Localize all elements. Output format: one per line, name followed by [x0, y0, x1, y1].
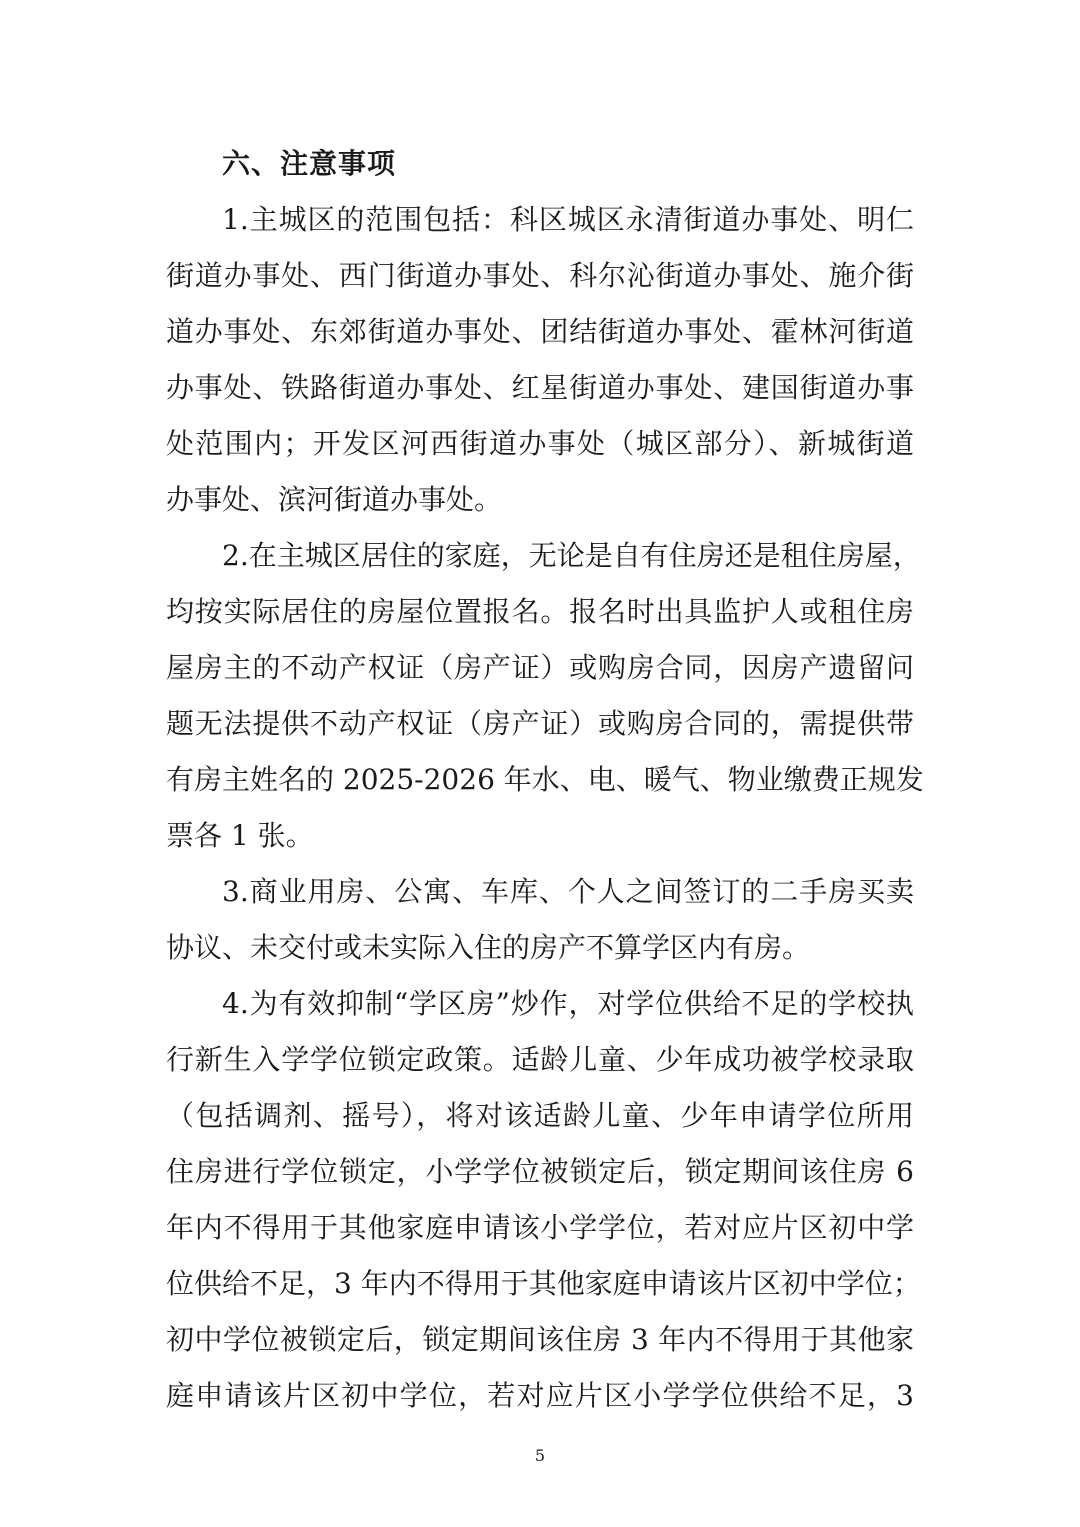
- page-number: 5: [534, 1446, 546, 1465]
- section-heading: 六、注意事项: [222, 147, 397, 180]
- paragraph-4-line-4: 住房进行学位锁定，小学学位被锁定后，锁定期间该住房 6: [166, 1155, 914, 1188]
- paragraph-4-line-1: 4.为有效抑制“学区房”炒作，对学位供给不足的学校执: [222, 987, 914, 1020]
- paragraph-1-line-2: 街道办事处、西门街道办事处、科尔沁街道办事处、施介街: [166, 259, 914, 292]
- paragraph-2-line-2: 均按实际居住的房屋位置报名。报名时出具监护人或租住房: [166, 595, 914, 628]
- paragraph-2-line-1: 2.在主城区居住的家庭，无论是自有住房还是租住房屋，: [222, 539, 921, 572]
- paragraph-1-line-5: 处范围内；开发区河西街道办事处（城区部分）、新城街道: [166, 427, 914, 460]
- paragraph-4-line-6: 位供给不足，3 年内不得用于其他家庭申请该片区初中学位；: [166, 1267, 921, 1300]
- paragraph-4-line-2: 行新生入学学位锁定政策。适龄儿童、少年成功被学校录取: [166, 1043, 914, 1076]
- paragraph-2-line-5: 有房主姓名的 2025-2026 年水、电、暖气、物业缴费正规发: [166, 763, 924, 796]
- paragraph-1-line-4: 办事处、铁路街道办事处、红星街道办事处、建国街道办事: [166, 371, 914, 404]
- paragraph-1-line-3: 道办事处、东郊街道办事处、团结街道办事处、霍林河街道: [166, 315, 914, 348]
- paragraph-1-line-1: 1.主城区的范围包括：科区城区永清街道办事处、明仁: [222, 203, 914, 236]
- paragraph-4-line-8: 庭申请该片区初中学位，若对应片区小学学位供给不足，3: [166, 1379, 914, 1412]
- paragraph-1-line-6: 办事处、滨河街道办事处。: [166, 483, 503, 516]
- paragraph-3-line-2: 协议、未交付或未实际入住的房产不算学区内有房。: [166, 931, 811, 964]
- paragraph-2-line-3: 屋房主的不动产权证（房产证）或购房合同，因房产遗留问: [166, 651, 914, 684]
- paragraph-4-line-5: 年内不得用于其他家庭申请该小学学位，若对应片区初中学: [166, 1211, 914, 1244]
- paragraph-2-line-6: 票各 1 张。: [166, 819, 314, 852]
- paragraph-3-line-1: 3.商业用房、公寓、车库、个人之间签订的二手房买卖: [222, 875, 914, 908]
- paragraph-4-line-3: （包括调剂、摇号），将对该适龄儿童、少年申请学位所用: [166, 1099, 914, 1132]
- paragraph-4-line-7: 初中学位被锁定后，锁定期间该住房 3 年内不得用于其他家: [166, 1323, 914, 1356]
- paragraph-2-line-4: 题无法提供不动产权证（房产证）或购房合同的，需提供带: [166, 707, 914, 740]
